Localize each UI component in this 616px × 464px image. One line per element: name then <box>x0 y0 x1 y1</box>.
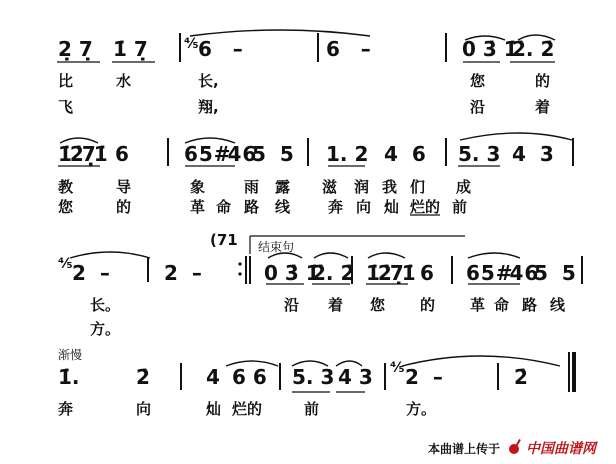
r2-lyric-a5: 露 <box>275 178 291 196</box>
r3-lyric-a1: 长。 <box>90 296 121 314</box>
r1-lyric-b2: 翔, <box>198 98 219 116</box>
r4-m2-a: 4 <box>206 365 220 389</box>
site-logo[interactable]: 中国曲谱网 <box>526 441 596 457</box>
r2-m2-a: 6 5 #4 6 <box>184 142 254 166</box>
r1-m4-a: 0 3̇ 1̇ <box>462 37 518 61</box>
r4-m1-a: 1̇. <box>58 365 80 389</box>
r4-lyric-1: 奔 <box>58 400 74 418</box>
r4-lyric-2: 向 <box>136 400 152 418</box>
r2-m4-a: 5. 3 <box>458 142 501 166</box>
r4-m2-b: 6 6 <box>232 365 267 389</box>
r4-lyric-5: 前 <box>304 400 320 418</box>
r3-lyric-a3: 着 <box>328 296 344 314</box>
r2-lyric-b9: 灿 <box>384 198 400 216</box>
guitar-icon <box>508 437 524 455</box>
r3-m4-a: 1̇2̇7̣1̇ <box>366 261 414 285</box>
r2-m2-b: 5 5 <box>252 142 294 166</box>
r2-lyric-b5: 路 <box>244 198 260 216</box>
r1-lyric-a5: 的 <box>535 72 551 90</box>
r3-lyric-a7: 命 <box>494 296 510 314</box>
volta-number: (71 <box>210 231 238 249</box>
r2-lyric-b1: 您 <box>58 198 74 216</box>
r2-m1-b: 6 <box>115 142 129 166</box>
r2-lyric-a1: 教 <box>58 178 74 196</box>
r2-lyric-b11: 前 <box>452 198 468 216</box>
r1-m1-a: 2̣ 7̣ <box>58 37 93 61</box>
r3-m3-b: 2̇. 2̇ <box>312 261 355 285</box>
r2-lyric-a9: 们 <box>410 178 426 196</box>
r3-lyric-a8: 路 <box>522 296 538 314</box>
r1-m2: 6 – <box>198 37 243 61</box>
r3-lyric-a5: 的 <box>420 296 436 314</box>
r2-lyric-b6: 线 <box>275 198 291 216</box>
r2-lyric-a10: 成 <box>456 178 472 196</box>
r1-m1-b: 1̇ 7̣ <box>113 37 148 61</box>
r1-lyric-a3: 长, <box>198 72 219 90</box>
r3-lyric-a9: 线 <box>550 296 566 314</box>
r2-m3-b: 4 6 <box>384 142 426 166</box>
r3-m4-b: 6 <box>420 261 434 285</box>
r2-lyric-b3: 革 <box>190 198 206 216</box>
r1-lyric-a2: 水 <box>116 72 132 90</box>
r1-time-sig: ⅘ <box>184 36 199 52</box>
r2-lyric-a6: 滋 <box>322 178 338 196</box>
r4-lyric-4: 烂的 <box>232 400 263 418</box>
r4-m1-b: 2̇ <box>136 365 150 389</box>
r2-lyric-a8: 我 <box>382 178 398 196</box>
r2-lyric-a7: 润 <box>354 178 370 196</box>
r3-lyric-a2: 沿 <box>284 296 300 314</box>
r4-m5: 2̇ <box>514 365 528 389</box>
r1-lyric-b3: 沿 <box>470 98 486 116</box>
r4-time-sig: ⅘ <box>390 360 405 376</box>
r4-lyric-3: 灿 <box>206 400 222 418</box>
r3-m3-a: 0 3̇ 1̇ <box>264 261 320 285</box>
r3-lyric-b1: 方。 <box>90 320 121 338</box>
r2-lyric-b7: 奔 <box>328 198 344 216</box>
r4-m4: 2 – <box>405 365 443 389</box>
r1-lyric-b1: 飞 <box>58 98 74 116</box>
r2-lyric-b2: 的 <box>116 198 132 216</box>
r2-lyric-b10: 烂的 <box>410 198 441 216</box>
r2-lyric-a4: 雨 <box>244 178 260 196</box>
tempo-mark: 渐慢 <box>58 348 83 362</box>
r3-m1: 2 – <box>72 261 110 285</box>
r3-lyric-a6: 革 <box>470 296 486 314</box>
r2-m1-a: 1̇2̇7̣1̇ <box>58 142 106 166</box>
r4-lyric-6: 方。 <box>406 400 437 418</box>
volta-label: 结束句 <box>258 240 295 254</box>
r1-m4-b: 2̇. 2̇ <box>512 37 555 61</box>
r1-m3: 6 – <box>326 37 371 61</box>
r3-m5-b: 5 5 <box>534 261 576 285</box>
r2-lyric-b8: 向 <box>356 198 372 216</box>
r2-m3-a: 1. 2 <box>326 142 369 166</box>
r2-lyric-b4: 命 <box>216 198 232 216</box>
r3-m2: 2 – <box>164 261 202 285</box>
r3-time-sig: ⅘ <box>58 256 73 272</box>
r2-lyric-a3: 象 <box>190 178 206 196</box>
r1-lyric-a4: 您 <box>470 72 486 90</box>
r3-lyric-a4: 您 <box>370 296 386 314</box>
r1-lyric-a1: 比 <box>58 72 74 90</box>
r1-lyric-b4: 着 <box>535 98 551 116</box>
r4-m3-b: 4 3 <box>338 365 373 389</box>
r2-m4-b: 4 3 <box>512 142 554 166</box>
r3-m5-a: 6 5 #4 6 <box>466 261 536 285</box>
r2-lyric-a2: 导 <box>116 178 132 196</box>
footer-text: 本曲谱上传于 <box>428 442 501 456</box>
r4-m3-a: 5. 3 <box>292 365 335 389</box>
